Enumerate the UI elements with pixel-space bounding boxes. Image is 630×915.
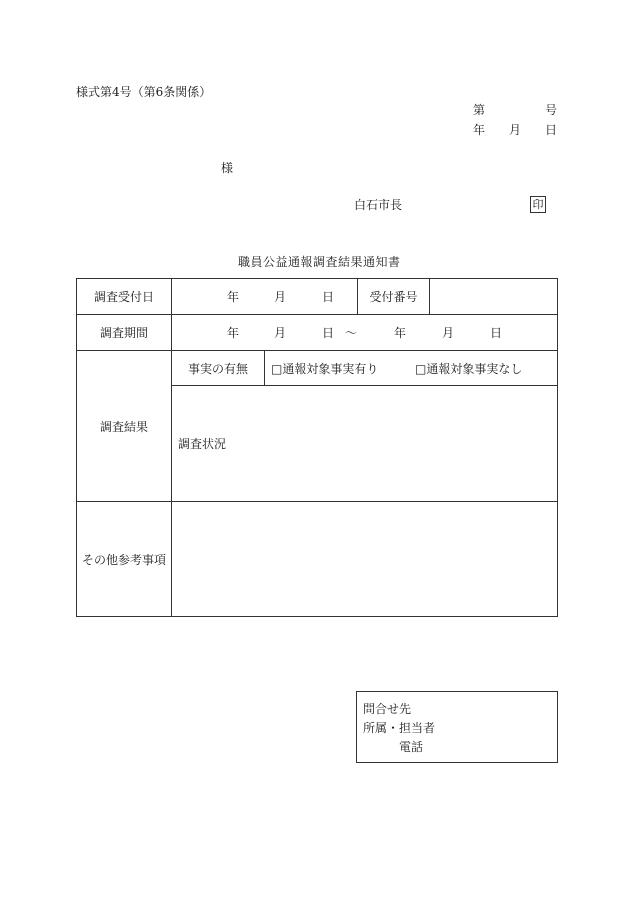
fact-label: 事実の有無 [172, 351, 265, 386]
period-label: 調査期間 [77, 315, 172, 351]
document-title: 職員公益通報調査結果通知書 [238, 255, 401, 269]
other-field[interactable] [172, 502, 558, 617]
addressee-suffix: 様 [221, 161, 234, 175]
received-number-label: 受付番号 [358, 279, 430, 315]
received-year: 年 [227, 290, 240, 304]
contact-heading: 問合せ先 [363, 702, 412, 716]
sender-name: 白石市長 [354, 198, 403, 212]
form-number: 様式第4号（第6条関係） [76, 85, 212, 99]
period-start-month: 月 [274, 326, 287, 340]
fact-options [265, 351, 558, 386]
period-end-year: 年 [394, 326, 407, 340]
seal-mark: 印 [530, 196, 546, 213]
number-prefix: 第 [473, 103, 486, 117]
period-end-day: 日 [490, 326, 503, 340]
contact-phone: 電話 [399, 740, 424, 754]
received-month: 月 [274, 290, 287, 304]
other-row [77, 502, 558, 617]
period-row [77, 315, 558, 351]
received-date-row [77, 279, 558, 315]
status-label: 調査状況 [178, 437, 227, 451]
fact-row [77, 351, 558, 386]
option-fact-none[interactable]: □通報対象事実なし [415, 362, 523, 376]
period-end-month: 月 [442, 326, 455, 340]
period-separator: 〜 [345, 326, 358, 340]
received-day: 日 [322, 290, 335, 304]
status-field[interactable] [172, 386, 558, 502]
number-suffix: 号 [545, 103, 558, 117]
period-start-day: 日 [322, 326, 335, 340]
contact-department: 所属・担当者 [363, 721, 436, 735]
contact-box [356, 691, 558, 763]
period-start-year: 年 [227, 326, 240, 340]
report-form-table [76, 278, 558, 617]
result-label: 調査結果 [77, 351, 172, 502]
received-date-label: 調査受付日 [77, 279, 172, 315]
other-label: その他参考事項 [77, 502, 172, 617]
date-month: 月 [509, 123, 522, 137]
received-date-field[interactable] [172, 279, 358, 315]
option-fact-exists[interactable]: □通報対象事実有り [271, 362, 379, 376]
received-number-field[interactable] [430, 279, 558, 315]
date-day: 日 [545, 123, 558, 137]
period-field[interactable] [172, 315, 558, 351]
date-year: 年 [473, 123, 486, 137]
